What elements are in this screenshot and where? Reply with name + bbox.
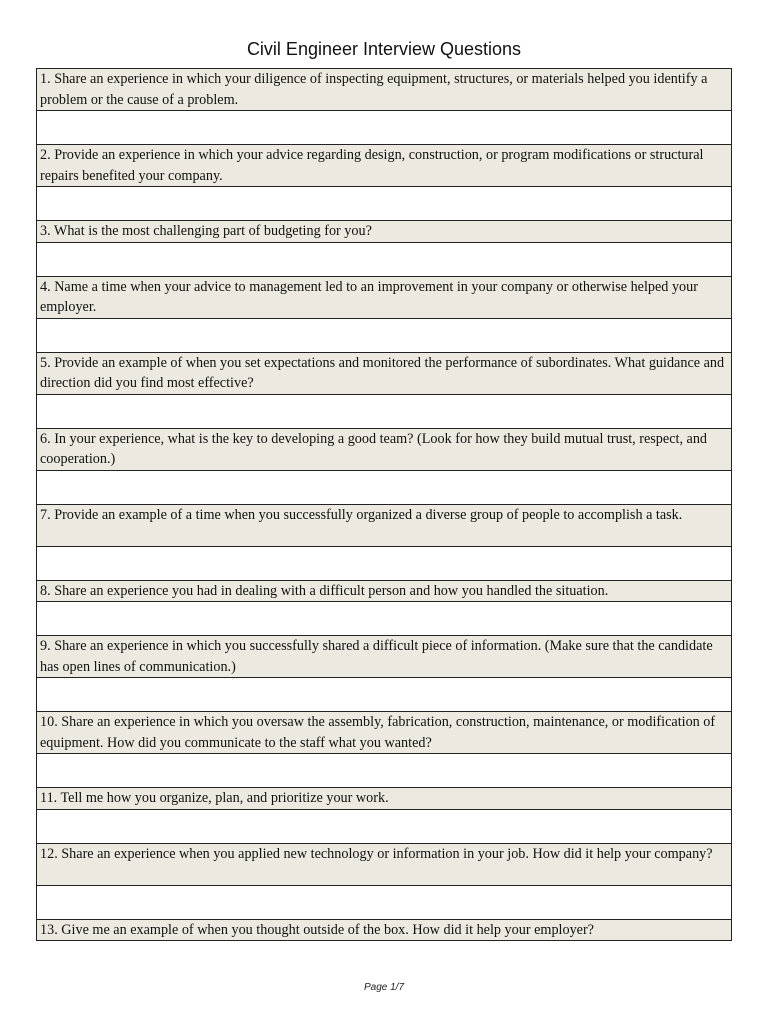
answer-row — [37, 809, 732, 843]
question-row — [37, 712, 732, 754]
question-row — [37, 221, 732, 243]
question-row — [37, 843, 732, 885]
question-text: 2. Provide an experience in which your advice regarding design, construction, or program modifications or structural repairs benefited your company. — [37, 145, 732, 187]
question-row — [37, 69, 732, 111]
question-text: 6. In your experience, what is the key to developing a good team? (Look for how they build mutual trust, respect, and cooperation.) — [37, 428, 732, 470]
question-text: 1. Share an experience in which your diligence of inspecting equipment, structures, or materials helped you identify a problem or the cause of a problem. — [37, 69, 732, 111]
answer-field[interactable] — [37, 602, 732, 636]
question-row — [37, 428, 732, 470]
answer-row — [37, 318, 732, 352]
answer-field[interactable] — [37, 885, 732, 919]
answer-field[interactable] — [37, 111, 732, 145]
question-text: 13. Give me an example of when you thought outside of the box. How did it help your employer? — [37, 919, 732, 941]
question-row — [37, 276, 732, 318]
question-text: 5. Provide an example of when you set expectations and monitored the performance of subordinates. What guidance and direction did you find most effective? — [37, 352, 732, 394]
answer-field[interactable] — [37, 242, 732, 276]
answer-field[interactable] — [37, 394, 732, 428]
answer-row — [37, 546, 732, 580]
answer-field[interactable] — [37, 318, 732, 352]
question-row — [37, 504, 732, 546]
answer-row — [37, 885, 732, 919]
answer-row — [37, 678, 732, 712]
answer-row — [37, 187, 732, 221]
answer-row — [37, 754, 732, 788]
answer-row — [37, 394, 732, 428]
questions-table — [36, 68, 732, 941]
answer-field[interactable] — [37, 187, 732, 221]
answer-field[interactable] — [37, 546, 732, 580]
question-row — [37, 919, 732, 941]
answer-field[interactable] — [37, 754, 732, 788]
answer-row — [37, 602, 732, 636]
question-row — [37, 352, 732, 394]
page-number: Page 1/7 — [363, 982, 405, 993]
answer-row — [37, 111, 732, 145]
question-row — [37, 145, 732, 187]
answer-row — [37, 242, 732, 276]
question-row — [37, 788, 732, 810]
answer-field[interactable] — [37, 470, 732, 504]
answer-row — [37, 470, 732, 504]
question-text: 8. Share an experience you had in dealing with a difficult person and how you handled the situation. — [37, 580, 732, 602]
question-text: 11. Tell me how you organize, plan, and prioritize your work. — [37, 788, 732, 810]
page-title: Civil Engineer Interview Questions — [246, 39, 522, 59]
question-row — [37, 580, 732, 602]
question-row — [37, 636, 732, 678]
answer-field[interactable] — [37, 809, 732, 843]
question-text: 12. Share an experience when you applied new technology or information in your job. How did it help your company? — [37, 843, 732, 885]
question-text: 9. Share an experience in which you successfully shared a difficult piece of information. (Make sure that the candidate has open lines of communication.) — [37, 636, 732, 678]
answer-field[interactable] — [37, 678, 732, 712]
question-text: 7. Provide an example of a time when you successfully organized a diverse group of people to accomplish a task. — [37, 504, 732, 546]
question-text: 3. What is the most challenging part of budgeting for you? — [37, 221, 732, 243]
question-text: 10. Share an experience in which you oversaw the assembly, fabrication, construction, maintenance, or modification of equipment. How did you communicate to the staff what you wanted? — [37, 712, 732, 754]
question-text: 4. Name a time when your advice to management led to an improvement in your company or otherwise helped your employer. — [37, 276, 732, 318]
